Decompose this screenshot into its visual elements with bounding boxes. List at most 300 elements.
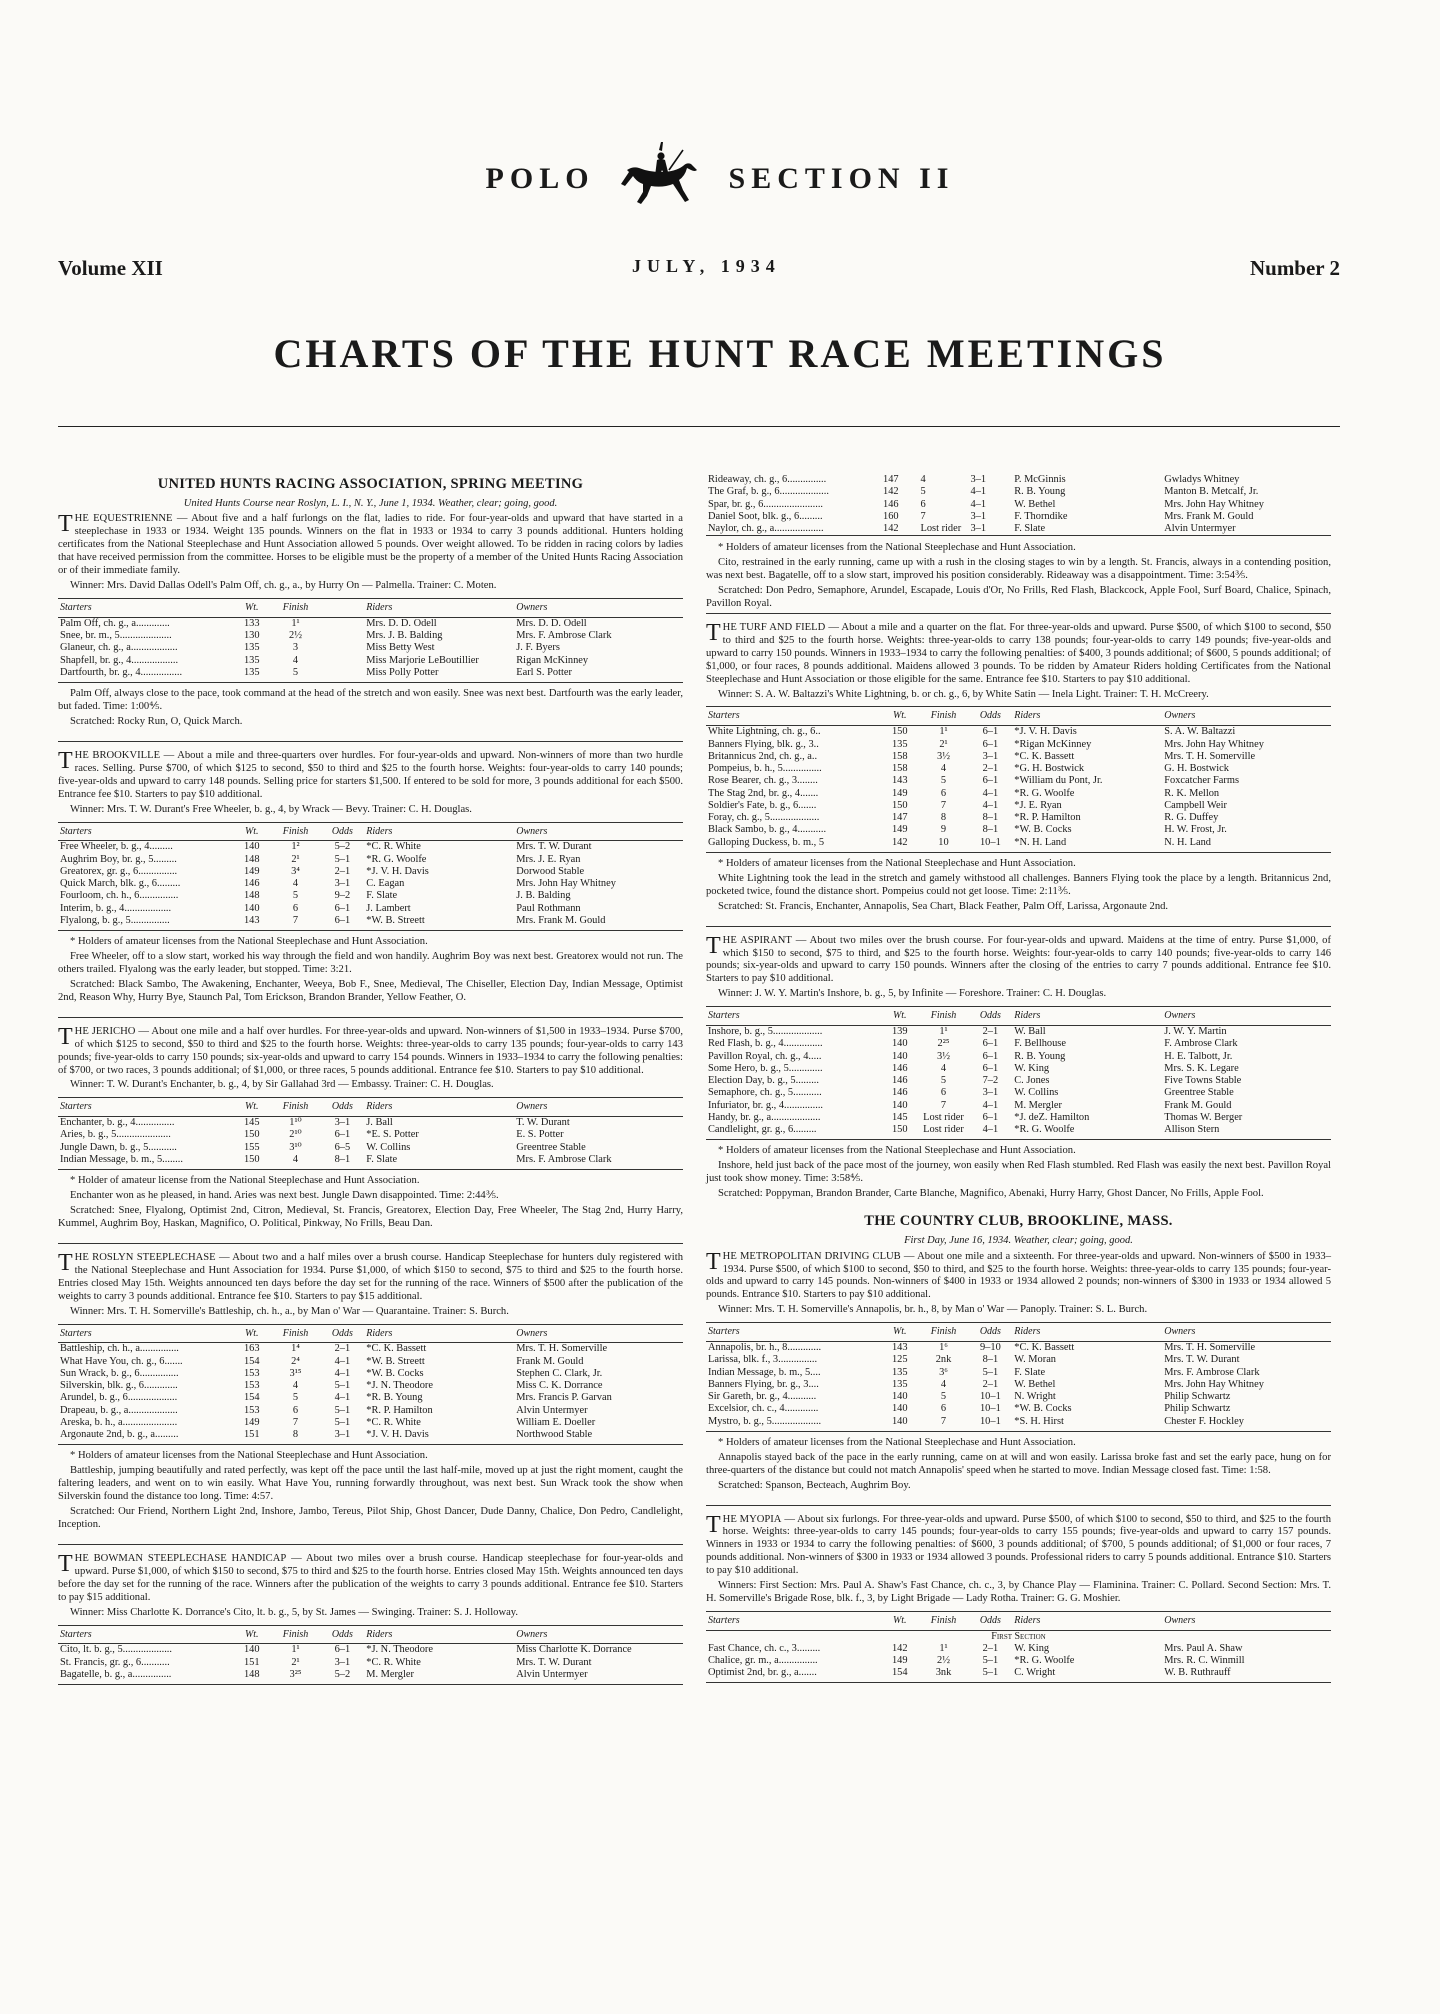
table-row bbox=[706, 837, 1331, 853]
table-row bbox=[706, 1112, 1331, 1124]
finish-cell: 3⁶ bbox=[939, 1366, 948, 1378]
rider-cell: *R. P. Hamilton bbox=[1014, 812, 1081, 824]
finish-cell: 2nk bbox=[935, 1354, 952, 1366]
rider-cell: R. B. Young bbox=[1014, 486, 1066, 498]
rider-cell: W. Bethel bbox=[1014, 498, 1056, 510]
rider-cell: *E. S. Potter bbox=[366, 1129, 419, 1141]
race-description: — About two miles over a brush course. Handicap steeplechase for four-year-olds and upward. Purse $1,000, of which $150 to second, $75 to third and $25 to the fourth horse. Entries closed May 15th. Weights announced ten days before the day set for the running of the race. Winners after the publication of the weights to carry 3 pounds additional. Entrance fee $10. Starters to pay $15 additional. bbox=[58, 1553, 683, 1603]
weight-cell: 155 bbox=[243, 1141, 260, 1153]
table-row bbox=[706, 1026, 1331, 1039]
owner-cell: Five Towns Stable bbox=[1164, 1075, 1242, 1087]
table-row bbox=[706, 1354, 1331, 1366]
race-chart-table bbox=[58, 598, 683, 683]
owner-cell: Manton B. Metcalf, Jr. bbox=[1164, 486, 1259, 498]
race-note: Cito, restrained in the early running, came up with a rush in the closing stages to win by a length. St. Francis, always in a contending position, was next best. Bagatelle, off to a slow start, improved his position considerably. Rideaway was a disappointment. Time: 3:54⅗. bbox=[706, 557, 1331, 582]
weight-cell: 158 bbox=[891, 763, 908, 775]
title-rule bbox=[58, 426, 1340, 427]
odds-cell: 2–1 bbox=[982, 763, 999, 775]
header-starters: Starters bbox=[58, 822, 233, 841]
race-winner: Winner: Mrs. T. H. Somerville's Battleship, ch. h., a., by Man o' War — Quarantaine. Trainer: S. Burch. bbox=[70, 1305, 509, 1317]
finish-cell: 5 bbox=[940, 775, 947, 787]
owner-cell: J. F. Byers bbox=[516, 642, 560, 654]
odds-cell bbox=[321, 655, 365, 667]
table-row bbox=[58, 1417, 683, 1429]
starter-cell: Some Hero, b. g., 5............. bbox=[708, 1062, 823, 1074]
finish-cell: 5 bbox=[940, 1075, 947, 1087]
starter-cell: Red Flash, b. g., 4............... bbox=[708, 1038, 823, 1050]
owner-cell: Mrs. T. W. Durant bbox=[516, 1656, 592, 1668]
race-note: Scratched: Black Sambo, The Awakening, Enchanter, Weeya, Bob F., Snee, Medieval, The Chiseller, Election Day, Indian Message, Optimist 2nd, Reason Why, Hurry Bye, Staunch Pal, Tom Erickson, Brandon Brander, Yellow Feather, O. bbox=[58, 978, 683, 1003]
table-row bbox=[706, 1087, 1331, 1099]
race-dropcap: T bbox=[706, 932, 721, 959]
race-dropcap: T bbox=[706, 619, 721, 646]
race-winner: Winner: J. W. Y. Martin's Inshore, b. g., 5, by Infinite — Foreshore. Trainer: C. H. Douglas. bbox=[718, 988, 1107, 1000]
rider-cell: *W. B. Cocks bbox=[366, 1367, 424, 1379]
weight-cell: 150 bbox=[243, 1129, 260, 1141]
header-owners: Owners bbox=[514, 822, 683, 841]
race-note: Scratched: Snee, Flyalong, Optimist 2nd, Citron, Medieval, St. Francis, Greatorex, Election Day, Free Wheeler, The Stag 2nd, Hurry Harry, Kummel, Aughrim Boy, Haskan, Magnifico, O. Political, Pinkway, No Frills, Beau Dan. bbox=[58, 1205, 683, 1230]
odds-cell: 4–1 bbox=[982, 799, 999, 811]
weight-cell: 148 bbox=[243, 1668, 260, 1680]
header-finish: Finish bbox=[271, 599, 321, 618]
odds-cell: 3–1 bbox=[334, 878, 351, 890]
owner-cell: Mrs. J. E. Ryan bbox=[516, 853, 581, 865]
weight-cell: 146 bbox=[891, 1087, 908, 1099]
weight-cell: 145 bbox=[891, 1111, 908, 1123]
rider-cell: Mrs. D. D. Odell bbox=[366, 617, 437, 629]
weight-cell: 153 bbox=[243, 1380, 260, 1392]
page-title: CHARTS OF THE HUNT RACE MEETINGS bbox=[273, 331, 1167, 376]
table-row bbox=[706, 788, 1331, 800]
masthead bbox=[0, 140, 1440, 218]
rider-cell: *J. E. Ryan bbox=[1014, 799, 1062, 811]
race-block bbox=[706, 1248, 1331, 1493]
table-row bbox=[58, 1405, 683, 1417]
race-title: HE BOWMAN STEEPLECHASE HANDICAP bbox=[74, 1553, 287, 1564]
weight-cell: 146 bbox=[883, 498, 899, 510]
rider-cell: W. Collins bbox=[1014, 1087, 1059, 1099]
rider-cell: *C. R. White bbox=[366, 841, 421, 853]
left-races bbox=[58, 513, 683, 1685]
owner-cell: Alvin Untermyer bbox=[1164, 523, 1236, 535]
odds-cell: 4–1 bbox=[970, 486, 987, 498]
section-subheading-united-hunts: United Hunts Course near Roslyn, L. I., N. Y., June 1, 1934. Weather, clear; going, good. bbox=[183, 497, 558, 509]
race-dropcap: T bbox=[706, 1511, 721, 1538]
odds-cell: 6–1 bbox=[982, 1062, 999, 1074]
race-chart-table bbox=[706, 706, 1331, 852]
odds-cell: 5–2 bbox=[334, 841, 351, 853]
starter-cell: Indian Message, b. m., 5........ bbox=[60, 1153, 183, 1165]
race-dropcap: T bbox=[706, 1248, 721, 1275]
race-chart-table bbox=[706, 1322, 1331, 1432]
rider-cell: *J. V. H. Davis bbox=[366, 1429, 429, 1441]
odds-cell: 10–1 bbox=[979, 1415, 1001, 1427]
rider-cell: *R. G. Woolfe bbox=[1014, 1654, 1075, 1666]
starter-cell: Daniel Soot, blk. g., 6......... bbox=[708, 510, 823, 522]
finish-cell: 7 bbox=[940, 1099, 947, 1111]
starter-cell: Foray, ch. g., 5................... bbox=[708, 812, 820, 824]
table-row bbox=[706, 800, 1331, 812]
header-owners: Owners bbox=[1162, 1323, 1331, 1342]
table-row bbox=[58, 1368, 683, 1380]
race-description: — About a mile and three-quarters over hurdles. For four-year-olds and upward. Non-winners of more than two hurdle races. Selling. Purse $700, of which $125 to second, $50 to third and $25 to the fourth horse. Weights: four-year-olds to carry 140 pounds; five-year-olds and upward to carry 148 pounds. Selling price for starters $1,500. If entered to be sold for more, 3 pounds additional for each $500. Entrance fee $10. Starters to pay $10 additional. bbox=[58, 749, 684, 800]
starter-cell: Banners Flying, blk. g., 3.. bbox=[708, 738, 819, 750]
finish-cell: 3½ bbox=[937, 1050, 950, 1062]
owner-cell: S. A. W. Baltazzi bbox=[1164, 726, 1236, 738]
rider-cell: *C. K. Bassett bbox=[1014, 1341, 1075, 1353]
weight-cell: 154 bbox=[891, 1667, 908, 1679]
rider-cell: J. Ball bbox=[366, 1117, 393, 1129]
table-row bbox=[706, 726, 1331, 739]
race-note: * Holder of amateur license from the National Steeplechase and Hunt Association. bbox=[70, 1175, 420, 1187]
rider-cell: *R. G. Woolfe bbox=[366, 853, 427, 865]
starter-cell: Flyalong, b. g., 5............... bbox=[60, 914, 170, 926]
finish-cell: 3½ bbox=[937, 750, 950, 762]
rider-cell: *J. deZ. Hamilton bbox=[1014, 1111, 1090, 1123]
odds-cell bbox=[321, 667, 365, 683]
weight-cell: 150 bbox=[243, 1153, 260, 1165]
finish-cell: 2½ bbox=[289, 630, 302, 642]
odds-cell: 5–1 bbox=[334, 1380, 351, 1392]
owner-cell: Philip Schwartz bbox=[1164, 1403, 1231, 1415]
header-finish: Finish bbox=[919, 1611, 969, 1630]
weight-cell: 130 bbox=[243, 630, 260, 642]
race-note: * Holders of amateur licenses from the National Steeplechase and Hunt Association. bbox=[718, 1145, 1076, 1157]
issue-info bbox=[58, 256, 1340, 281]
header-odds: Odds bbox=[321, 1625, 365, 1644]
rider-cell: *W. B. Streett bbox=[366, 1355, 425, 1367]
race-note: Annapolis stayed back of the pace in the early running, came on at will and won easily. Larissa broke fast and set the early pace, hung on for three-quarters of the distance but could not match Annapolis' speed when he started to move. Indian Message closed fast. Time: 1:58. bbox=[706, 1451, 1331, 1476]
weight-cell: 142 bbox=[883, 523, 899, 535]
owner-cell: Mrs. D. D. Odell bbox=[516, 617, 587, 629]
starter-cell: Enchanter, b. g., 4............... bbox=[60, 1117, 175, 1129]
race-chart-table bbox=[706, 1611, 1331, 1683]
race-description: — About five and a half furlongs on the flat, ladies to ride. For four-year-olds and upward that have started in a steeplechase in 1933 or 1934. Weight 135 pounds. Winners on the flat in 1933 or 1934 to carry 3 pounds additional. Hunters holding certificates from the National Steeplechase and Hunt Association allowed 5 pounds. Over weight allowed. To be ridden in racing colors by ladies that have received permission from the committee. Horses to be eligible must be the property of a member of the United Hunts Racing Association or of their immediate family. bbox=[58, 513, 684, 577]
owner-cell: J. B. Balding bbox=[516, 890, 571, 902]
header-odds: Odds bbox=[969, 1611, 1013, 1630]
rider-cell: W. King bbox=[1014, 1062, 1050, 1074]
odds-cell: 10–1 bbox=[979, 1391, 1001, 1403]
starter-cell: Bagatelle, b. g., a............... bbox=[60, 1668, 172, 1680]
finish-cell: 8 bbox=[292, 1429, 299, 1441]
table-row bbox=[706, 474, 1331, 486]
rider-cell: F. Slate bbox=[1014, 1366, 1046, 1378]
header-finish: Finish bbox=[919, 1007, 969, 1026]
starter-cell: Dartfourth, br. g., 4................ bbox=[60, 666, 183, 678]
weight-cell: 140 bbox=[891, 1415, 908, 1427]
owner-cell: Frank M. Gould bbox=[516, 1355, 584, 1367]
owner-cell: Mrs. Francis P. Garvan bbox=[516, 1392, 612, 1404]
weight-cell: 154 bbox=[243, 1392, 260, 1404]
odds-cell: 6–1 bbox=[334, 1129, 351, 1141]
owner-cell: Mrs. F. Ambrose Clark bbox=[1164, 1366, 1260, 1378]
header-starters: Starters bbox=[58, 1098, 233, 1117]
owner-cell: E. S. Potter bbox=[516, 1129, 564, 1141]
table-row bbox=[706, 812, 1331, 824]
chart-subhead-row bbox=[706, 1630, 1331, 1642]
table-row bbox=[706, 1667, 1331, 1683]
rider-cell: F. Slate bbox=[366, 1153, 398, 1165]
table-row bbox=[706, 523, 1331, 536]
weight-cell: 140 bbox=[243, 1644, 260, 1656]
table-row bbox=[706, 775, 1331, 787]
starter-cell: Excelsior, ch. c., 4............. bbox=[708, 1403, 819, 1415]
starter-cell: Aughrim Boy, br. g., 5......... bbox=[60, 853, 177, 865]
finish-cell: 6 bbox=[292, 1404, 299, 1416]
race-block bbox=[58, 1544, 683, 1685]
rider-cell: W. Bethel bbox=[1014, 1378, 1056, 1390]
table-row bbox=[58, 903, 683, 915]
odds-cell: 6–1 bbox=[334, 914, 351, 926]
rider-cell: *W. B. Streett bbox=[366, 914, 425, 926]
table-row bbox=[706, 1063, 1331, 1075]
odds-cell: 4–1 bbox=[982, 1124, 999, 1136]
starter-cell: Spar, br. g., 6....................... bbox=[708, 498, 824, 510]
header-odds: Odds bbox=[321, 1324, 365, 1343]
header-odds: Odds bbox=[969, 707, 1013, 726]
odds-cell: 6–1 bbox=[982, 1111, 999, 1123]
chart-subhead: First Section bbox=[991, 1630, 1046, 1642]
header-weight: Wt. bbox=[233, 1625, 271, 1644]
rider-cell: *C. R. White bbox=[366, 1416, 421, 1428]
odds-cell: 3–1 bbox=[970, 474, 987, 485]
right-races-country-club bbox=[706, 1248, 1331, 1684]
table-row bbox=[706, 1124, 1331, 1140]
header-weight: Wt. bbox=[233, 822, 271, 841]
rider-cell: C. Jones bbox=[1014, 1075, 1050, 1087]
table-row bbox=[706, 1655, 1331, 1667]
finish-cell: 8 bbox=[940, 812, 947, 824]
race-note: White Lightning took the lead in the stretch and gamely withstood all challenges. Banners Flying took the place by a length. Britannicus 2nd, pocketed twice, found the distance short. Pompeius could not get loose. Time: 2:11⅗. bbox=[706, 872, 1331, 897]
table-row bbox=[58, 1392, 683, 1404]
owner-cell: F. Ambrose Clark bbox=[1164, 1038, 1238, 1050]
header-starters: Starters bbox=[706, 1323, 881, 1342]
race-note: * Holders of amateur licenses from the National Steeplechase and Hunt Association. bbox=[70, 936, 428, 948]
polo-horse-rider-icon bbox=[619, 140, 705, 218]
race-winner: Winner: Mrs. David Dallas Odell's Palm Off, ch. g., a., by Hurry On — Palmella. Trainer: C. Moten. bbox=[70, 580, 497, 592]
finish-cell: 6 bbox=[940, 787, 947, 799]
table-row bbox=[58, 667, 683, 683]
weight-cell: 149 bbox=[243, 1416, 260, 1428]
race-description: — About one mile and a half over hurdles. For three-year-olds and upward. Non-winners of $1,500 in 1933–1934. Purse $700, of which $125 to second, $50 to third and $25 to the fourth horse. Weights: three-year-olds to carry 135 pounds; four-year-olds to carry 143 pounds; five-year-olds to carry 150 pounds; six-year-olds and upward to carry 154 pounds. Winners in 1933–1934 to carry the following penalties: of $700, or two races, 3 pounds additional; of $1,000, or three races, 5 pounds additional. Entrance fee $10. Starters to pay $10 additional. bbox=[58, 1025, 683, 1076]
weight-cell: 148 bbox=[243, 853, 260, 865]
header-odds: Odds bbox=[969, 1323, 1013, 1342]
race-winner: Winners: First Section: Mrs. Paul A. Shaw's Fast Chance, ch. c., 3, by Chance Play — Flaminina. Trainer: C. Pollard. Second Section: Mrs. T. H. Somerville's Brigade Rose, blk. f., 3, by Light Brigade — Lady Rotha. Trainer: G. G. Moshier. bbox=[706, 1580, 1331, 1605]
continued-chart bbox=[706, 474, 1331, 536]
finish-cell: 1² bbox=[291, 841, 300, 853]
header-owners: Owners bbox=[514, 1324, 683, 1343]
owner-cell: Mrs. T. H. Somerville bbox=[1164, 750, 1256, 762]
starter-cell: Sir Gareth, br. g., 4........... bbox=[708, 1391, 817, 1403]
weight-cell: 146 bbox=[891, 1062, 908, 1074]
table-row bbox=[58, 617, 683, 630]
starter-cell: Optimist 2nd, br. g., a....... bbox=[708, 1667, 817, 1679]
weight-cell: 142 bbox=[891, 1642, 908, 1654]
header-owners: Owners bbox=[1162, 1611, 1331, 1630]
finish-cell: 7 bbox=[920, 510, 926, 522]
header-riders: Riders bbox=[364, 1324, 514, 1343]
table-row bbox=[706, 486, 1331, 498]
odds-cell: 5–1 bbox=[982, 1667, 999, 1679]
race-block bbox=[706, 613, 1331, 914]
finish-cell: 4 bbox=[940, 1378, 947, 1390]
weight-cell: 146 bbox=[891, 1075, 908, 1087]
odds-cell: 6–1 bbox=[982, 726, 999, 738]
starter-cell: Larissa, blk. f., 3............... bbox=[708, 1354, 818, 1366]
odds-cell: 4–1 bbox=[334, 1355, 351, 1367]
header-riders: Riders bbox=[364, 1098, 514, 1117]
rider-cell: Miss Polly Potter bbox=[366, 666, 439, 678]
odds-cell: 2–1 bbox=[334, 1343, 351, 1355]
owner-cell: Mrs. Paul A. Shaw bbox=[1164, 1642, 1243, 1654]
odds-cell: 3–1 bbox=[334, 1656, 351, 1668]
starter-cell: Chalice, gr. m., a............... bbox=[708, 1654, 818, 1666]
odds-cell: 3–1 bbox=[334, 1429, 351, 1441]
owner-cell: Philip Schwartz bbox=[1164, 1391, 1231, 1403]
finish-cell: 5 bbox=[292, 890, 299, 902]
race-conditions bbox=[58, 513, 683, 578]
right-races bbox=[706, 613, 1331, 1201]
weight-cell: 135 bbox=[891, 738, 908, 750]
table-row bbox=[58, 655, 683, 667]
header-starters: Starters bbox=[58, 599, 233, 618]
owner-cell: T. W. Durant bbox=[516, 1117, 570, 1129]
owner-cell: Mrs. John Hay Whitney bbox=[1164, 1378, 1264, 1390]
header-weight: Wt. bbox=[881, 1611, 919, 1630]
finish-cell: 2¹ bbox=[291, 853, 300, 865]
odds-cell: 5–1 bbox=[982, 1366, 999, 1378]
weight-cell: 150 bbox=[891, 726, 908, 738]
owner-cell: Mrs. T. H. Somerville bbox=[516, 1343, 608, 1355]
owner-cell: Mrs. John Hay Whitney bbox=[1164, 498, 1264, 510]
issue-date: JULY, 1934 bbox=[632, 256, 781, 276]
owner-cell: N. H. Land bbox=[1164, 836, 1211, 848]
finish-cell: 2²⁵ bbox=[937, 1038, 950, 1050]
header-finish: Finish bbox=[271, 1324, 321, 1343]
weight-cell: 135 bbox=[243, 666, 260, 678]
odds-cell: 6–5 bbox=[334, 1141, 351, 1153]
table-row bbox=[58, 1117, 683, 1130]
right-column bbox=[706, 474, 1331, 1695]
rider-cell: W. Collins bbox=[366, 1141, 411, 1153]
odds-cell: 4–1 bbox=[982, 1099, 999, 1111]
owner-cell: Mrs. T. W. Durant bbox=[1164, 1354, 1240, 1366]
owner-cell: Foxcatcher Farms bbox=[1164, 775, 1239, 787]
masthead-polo: POLO bbox=[485, 162, 595, 195]
starter-cell: Areska, b. h., a..................... bbox=[60, 1416, 178, 1428]
table-row bbox=[706, 1038, 1331, 1050]
owner-cell: H. E. Talbott, Jr. bbox=[1164, 1050, 1233, 1062]
owner-cell: Gwladys Whitney bbox=[1164, 474, 1240, 485]
table-row bbox=[706, 511, 1331, 523]
rider-cell: *C. K. Bassett bbox=[1014, 750, 1075, 762]
weight-cell: 135 bbox=[891, 1366, 908, 1378]
rider-cell: *C. K. Bassett bbox=[366, 1343, 427, 1355]
starter-cell: Drapeau, b. g., a................... bbox=[60, 1404, 178, 1416]
starter-cell: Rose Bearer, ch. g., 3........ bbox=[708, 775, 818, 787]
race-dropcap: T bbox=[58, 511, 73, 538]
odds-cell: 3–1 bbox=[982, 750, 999, 762]
finish-cell: Lost rider bbox=[920, 523, 962, 535]
rider-cell: *W. B. Cocks bbox=[1014, 824, 1072, 836]
starter-cell: Pompeius, b. h., 5............... bbox=[708, 763, 822, 775]
weight-cell: 149 bbox=[891, 1654, 908, 1666]
odds-cell: 10–1 bbox=[979, 836, 1001, 848]
owner-cell: Mrs. S. K. Legare bbox=[1164, 1062, 1239, 1074]
section-heading-united-hunts: UNITED HUNTS RACING ASSOCIATION, SPRING MEETING bbox=[157, 476, 584, 492]
odds-cell: 6–1 bbox=[334, 902, 351, 914]
starter-cell: Argonaute 2nd, b. g., a......... bbox=[60, 1429, 179, 1441]
odds-cell: 4–1 bbox=[970, 498, 987, 510]
finish-cell: 7 bbox=[940, 1415, 947, 1427]
odds-cell: 6–1 bbox=[982, 1038, 999, 1050]
rider-cell: R. B. Young bbox=[1014, 1050, 1066, 1062]
starter-cell: Infuriator, br. g., 4............... bbox=[708, 1099, 824, 1111]
race-title: HE ASPIRANT bbox=[722, 934, 792, 946]
weight-cell: 158 bbox=[891, 750, 908, 762]
starter-cell: Candlelight, gr. g., 6......... bbox=[708, 1124, 817, 1136]
starter-cell: Election Day, b. g., 5......... bbox=[708, 1075, 820, 1087]
finish-cell: Lost rider bbox=[923, 1124, 964, 1136]
rider-cell: M. Mergler bbox=[1014, 1099, 1062, 1111]
starter-cell: Glaneur, ch. g., a.................. bbox=[60, 642, 178, 654]
starter-cell: Inshore, b. g., 5................... bbox=[708, 1026, 823, 1038]
starter-cell: Interim, b. g., 4.................. bbox=[60, 902, 172, 914]
race-winner: Winner: Miss Charlotte K. Dorrance's Cito, lt. b. g., 5, by St. James — Swinging. Trainer: S. J. Holloway. bbox=[70, 1606, 519, 1618]
race-description: — About a mile and a quarter on the flat. For three-year-olds and upward. Purse $500, of which $100 to second, $50 to third and $25 to the fourth horse. Weights: three-year-olds to carry 138 pounds; four-year-olds to carry 149 pounds; five-year-olds and upward to carry 150 pounds. Winners in 1933–1934 to carry the following penalties: of $400, 3 pounds additional; of $600, 5 pounds additional; of $1,000, or four races, 8 pounds additional. Maidens allowed 3 pounds. To be ridden by Amateur Riders holding Certificates from the National Steeplechase and Hunt Association or those eligible for the same. Entrance fee $10. Starters to pay $10 additional. bbox=[706, 621, 1331, 685]
race-note: * Holders of amateur licenses from the National Steeplechase and Hunt Association. bbox=[718, 1436, 1076, 1448]
table-row bbox=[706, 1100, 1331, 1112]
finish-cell: 1¹ bbox=[939, 1026, 948, 1038]
weight-cell: 140 bbox=[891, 1099, 908, 1111]
rider-cell: F. Slate bbox=[366, 890, 398, 902]
table-row bbox=[58, 1669, 683, 1685]
continued-notes bbox=[706, 542, 1331, 611]
race-block bbox=[706, 926, 1331, 1201]
starter-cell: Fast Chance, ch. c., 3......... bbox=[708, 1642, 821, 1654]
rider-cell: F. Bellhouse bbox=[1014, 1038, 1066, 1050]
rider-cell: *J. N. Theodore bbox=[366, 1644, 434, 1656]
race-dropcap: T bbox=[58, 1551, 73, 1577]
owner-cell: W. B. Ruthrauff bbox=[1164, 1667, 1231, 1679]
race-conditions bbox=[706, 1511, 1331, 1579]
starter-cell: Jungle Dawn, b. g., 5........... bbox=[60, 1141, 177, 1153]
table-row bbox=[58, 1356, 683, 1368]
starter-cell: Shapfell, br. g., 4.................. bbox=[60, 654, 179, 666]
header-weight: Wt. bbox=[881, 1323, 919, 1342]
finish-cell: 7 bbox=[940, 799, 947, 811]
header-finish: Finish bbox=[919, 1323, 969, 1342]
table-row bbox=[706, 824, 1331, 836]
header-finish: Finish bbox=[271, 1625, 321, 1644]
table-row bbox=[706, 1643, 1331, 1655]
header-riders: Riders bbox=[364, 822, 514, 841]
starter-cell: Pavillon Royal, ch. g., 4..... bbox=[708, 1050, 822, 1062]
race-description: — About two miles over the brush course. For four-year-olds and upward. Maidens at the time of entry. Purse $1,000, of which $150 to second, $75 to third, and $25 to the fourth horse. Weights: four-year-olds to carry 140 pounds; five-year-olds to carry 146 pounds; six-year-olds and upward to carry 150 pounds. Winners after the closing of the entries to carry 7 pounds additional. Entrance fee $10. Starters to pay $10 additional. bbox=[706, 934, 1331, 985]
header-odds: Odds bbox=[321, 1098, 365, 1117]
owner-cell: Greentree Stable bbox=[1164, 1087, 1234, 1099]
weight-cell: 135 bbox=[891, 1378, 908, 1390]
odds-cell: 2–1 bbox=[982, 1026, 999, 1038]
weight-cell: 135 bbox=[243, 654, 260, 666]
owner-cell: Rigan McKinney bbox=[516, 654, 589, 666]
race-block bbox=[58, 513, 683, 728]
race-description: — About one mile and a sixteenth. For three-year-olds and upward. Non-winners of $500 in 1933–1934. Purse $500, of which $100 to second, $50 to third, and $25 to the fourth horse. Weights: three-year-olds to carry 135 pounds; four-year-olds and upward to carry 145 pounds. Non-winners of $400 in 1933 or 1934 allowed 2 pounds; non-winners of $300 in 1933 or 1934 allowed 5 pounds. Entrance $10. Starters to pay $10 additional. bbox=[706, 1250, 1331, 1301]
weight-cell: 153 bbox=[243, 1367, 260, 1379]
owner-cell: Mrs. Frank M. Gould bbox=[1164, 510, 1254, 522]
finish-cell: 4 bbox=[292, 1380, 299, 1392]
owner-cell: Northwood Stable bbox=[516, 1429, 593, 1441]
